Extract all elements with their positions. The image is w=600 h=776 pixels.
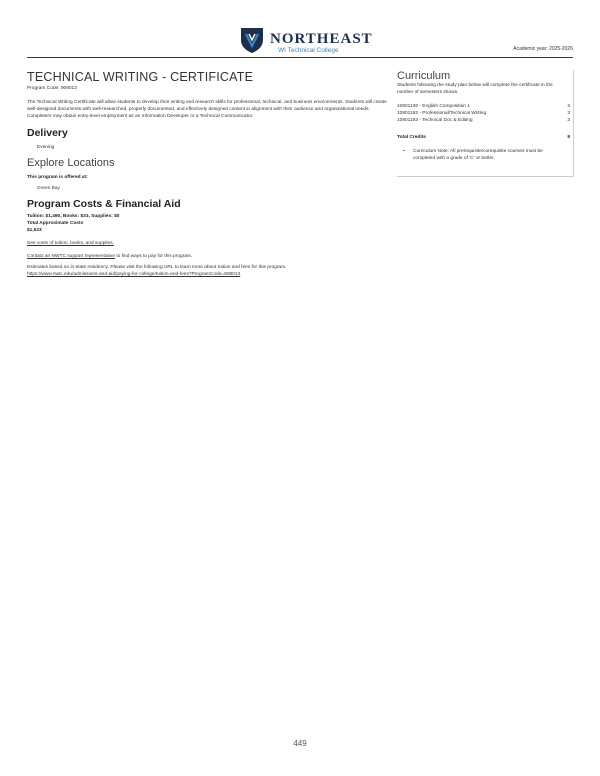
cost-breakdown: Tuition: $1,490, Books: $33, Supplies: $0 bbox=[27, 214, 120, 219]
page-number: 449 bbox=[293, 739, 307, 748]
course-credits: 3 bbox=[567, 104, 570, 109]
contact-support-link[interactable]: Contact an NWTC support representative bbox=[27, 254, 115, 259]
curriculum-intro: Students following the study plan below will complete the certificate in the number of semesters shown. bbox=[397, 83, 553, 95]
total-credits-value: 9 bbox=[567, 135, 570, 140]
college-logo bbox=[240, 26, 390, 56]
estimates-note bbox=[27, 265, 387, 278]
offered-at-label: This program is offered at: bbox=[27, 175, 88, 180]
explore-locations-heading: Explore Locations bbox=[27, 157, 115, 169]
estimates-text: Estimates based on in-state residency. Please visit the following URL to learn more about tuition and fees for this program. bbox=[27, 265, 287, 270]
course-credits: 3 bbox=[567, 118, 570, 123]
course-name: 10801192 - Professional/Technical Writing bbox=[397, 111, 487, 116]
shield-logo-icon bbox=[240, 26, 264, 54]
delivery-value: Evening bbox=[37, 145, 55, 150]
page-header bbox=[27, 22, 573, 58]
logo-wordmark: NORTHEAST bbox=[270, 31, 373, 47]
program-title: TECHNICAL WRITING - CERTIFICATE bbox=[27, 70, 254, 84]
curriculum-note-text: Curriculum Note: All prerequisite/corequisite courses must be completed with a grade of 'C' or better. bbox=[413, 149, 543, 161]
course-credits: 3 bbox=[567, 111, 570, 116]
total-costs-value: $1,523 bbox=[27, 228, 42, 233]
logo-subtitle: WI Technical College bbox=[278, 47, 339, 54]
program-costs-heading: Program Costs & Financial Aid bbox=[27, 198, 181, 210]
see-costs-link[interactable]: See costs of tuition, books, and supplies. bbox=[27, 241, 114, 246]
program-main-column bbox=[27, 70, 387, 278]
course-name: 10801136 - English Composition 1 bbox=[397, 104, 470, 109]
program-code: Program Code: 908013 bbox=[27, 86, 77, 91]
tuition-fees-url-link[interactable]: https://www.nwtc.edu/admissions-and-aid/paying-for-college/tuition-and-fees?ProgramCode=908013 bbox=[27, 271, 241, 277]
course-name: 10801193 - Technical Doc & Editing bbox=[397, 118, 473, 123]
contact-support-text: to find ways to pay for this program. bbox=[114, 254, 193, 259]
location-green-bay: Green Bay bbox=[37, 186, 60, 191]
bullet-icon: • bbox=[403, 149, 405, 154]
curriculum-note bbox=[397, 149, 573, 162]
total-credits-row bbox=[397, 135, 573, 141]
program-description: The Technical Writing Certificate will allow students to develop their writing and research skills for professional, technical, and business environments. Students will create well-designed documents with well-researched, properly documented, and effectively designed content in alignment with their audience and organizational needs. Completers may obtain entry-level employment as an Information Developer or a Technical Communicator. bbox=[27, 100, 387, 119]
course-row bbox=[397, 111, 573, 117]
academic-year: Academic year: 2025-2026 bbox=[513, 46, 573, 52]
total-costs-label: Total Approximate Costs bbox=[27, 221, 84, 226]
delivery-heading: Delivery bbox=[27, 127, 68, 139]
total-credits-label: Total Credits bbox=[397, 135, 426, 140]
course-row bbox=[397, 118, 573, 124]
curriculum-sidebar bbox=[397, 70, 574, 177]
course-row bbox=[397, 104, 573, 110]
curriculum-heading: Curriculum bbox=[397, 70, 451, 82]
